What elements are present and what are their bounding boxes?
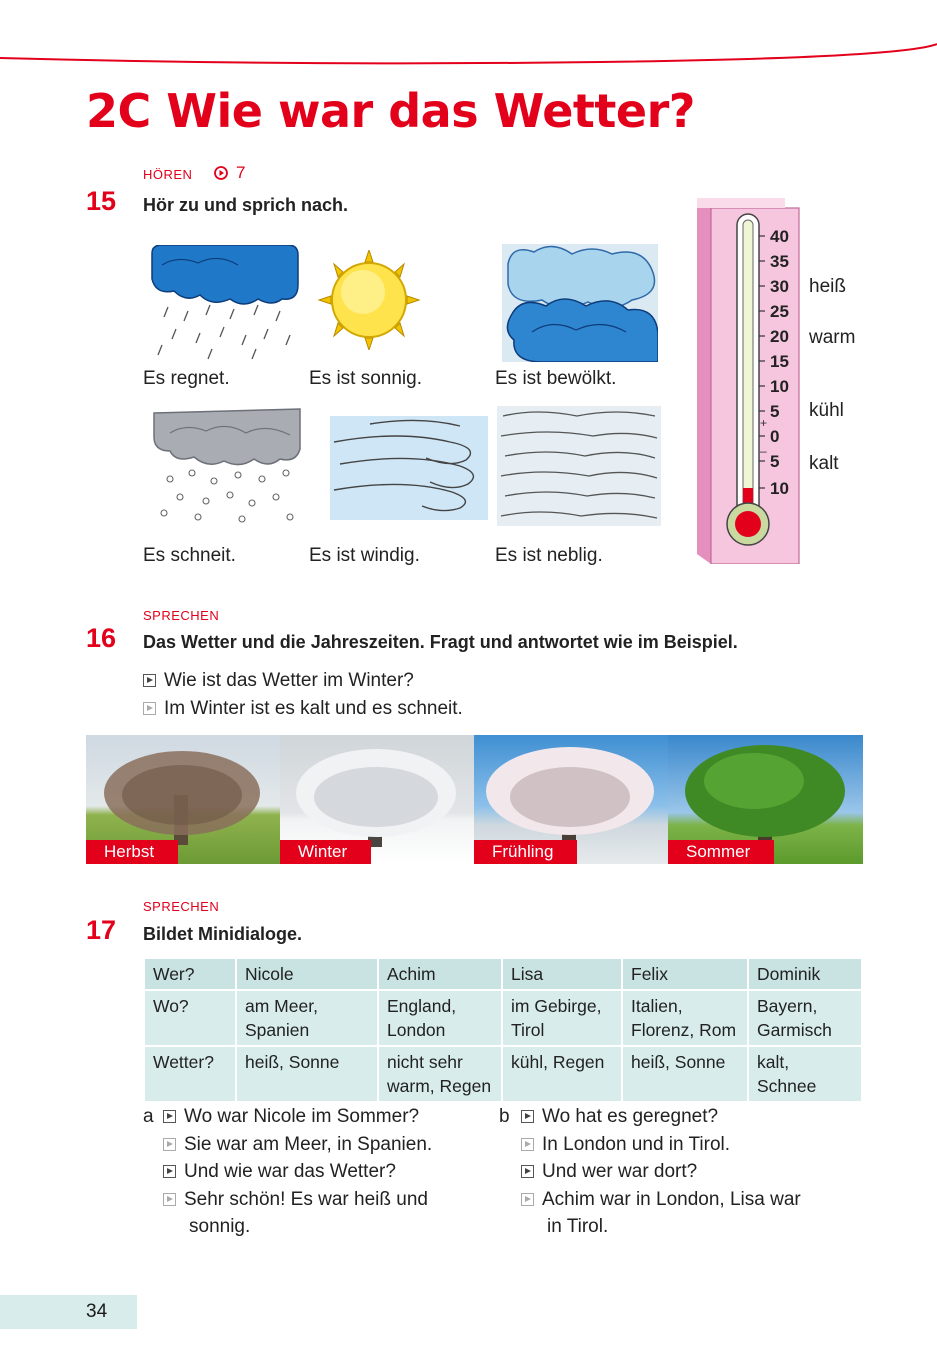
table-cell: Italien, Florenz, Rom (623, 991, 747, 1045)
page-number: 34 (0, 1295, 137, 1329)
scale-25: 25 (770, 302, 789, 321)
scale-15: 15 (770, 352, 789, 371)
caption-wind: Es ist windig. (309, 545, 420, 566)
audio-track-number: 7 (236, 163, 246, 182)
exercise-16-instruction: Das Wetter und die Jahreszeiten. Fragt und antwortet wie im Beispiel. (143, 632, 738, 652)
table-cell: kalt, Schnee (749, 1047, 861, 1101)
table-cell: Lisa (503, 959, 621, 989)
table-cell: im Gebirge, Tirol (503, 991, 621, 1045)
plus-sign: + (760, 416, 768, 430)
table-cell: heiß, Sonne (623, 1047, 747, 1101)
scale-minus-10: 10 (770, 479, 789, 498)
dialog-a-line-2: Sie war am Meer, in Spanien. (163, 1131, 432, 1159)
play-icon[interactable] (521, 1110, 534, 1123)
table-cell: Wetter? (145, 1047, 235, 1101)
rain-icon (148, 245, 300, 360)
example-answer: Im Winter ist es kalt und es schneit. (143, 695, 463, 723)
scale-minus-5: 5 (770, 452, 780, 471)
caption-snow: Es schneit. (143, 545, 236, 566)
minidialog-table (143, 957, 863, 1103)
season-label-herbst: Herbst (86, 840, 178, 864)
audio-play-icon[interactable] (214, 166, 228, 180)
play-icon[interactable] (163, 1193, 176, 1206)
dialog-b-line-4: Achim war in London, Lisa war (521, 1186, 801, 1214)
dialog-a-letter: a (143, 1106, 154, 1127)
label-kuehl: kühl (809, 400, 844, 421)
header-rule (0, 0, 937, 80)
exercise-17-instruction: Bildet Minidialoge. (143, 924, 303, 944)
dialog-b-line-5: in Tirol. (547, 1216, 609, 1237)
label-heiss: heiß (809, 276, 846, 297)
scale-0: 0 (770, 427, 780, 446)
exercise-number-16: 16 (86, 623, 117, 653)
season-photo-spring (474, 735, 669, 864)
table-cell: am Meer, Spanien (237, 991, 377, 1045)
table-cell: Achim (379, 959, 501, 989)
scale-30: 30 (770, 277, 789, 296)
table-cell: nicht sehr warm, Regen (379, 1047, 501, 1101)
table-cell: Wo? (145, 991, 235, 1045)
skill-label-hoeren: HÖREN (143, 167, 193, 182)
fog-icon (497, 406, 661, 526)
scale-5: 5 (770, 402, 780, 421)
table-cell: heiß, Sonne (237, 1047, 377, 1101)
play-icon[interactable] (521, 1165, 534, 1178)
scale-35: 35 (770, 252, 789, 271)
exercise-15-instruction: Hör zu und sprich nach. (143, 195, 349, 215)
season-label-sommer: Sommer (668, 840, 774, 864)
table-cell: Wer? (145, 959, 235, 989)
season-label-winter: Winter (280, 840, 371, 864)
season-photo-autumn (86, 735, 281, 864)
wind-icon (330, 412, 488, 524)
minus-sign: – (760, 444, 767, 458)
table-row (145, 959, 861, 989)
dialog-a-line-5: sonnig. (189, 1216, 251, 1237)
table-row (145, 1047, 861, 1101)
play-icon[interactable] (163, 1165, 176, 1178)
scale-10: 10 (770, 377, 789, 396)
dialog-a-line-3: Und wie war das Wetter? (163, 1158, 396, 1186)
dialog-a-line-4: Sehr schön! Es war heiß und (163, 1186, 428, 1214)
skill-label-sprechen-17: SPRECHEN (143, 899, 220, 914)
play-icon[interactable] (143, 674, 156, 687)
page-title: 2C Wie war das Wetter? (86, 84, 695, 138)
table-cell: kühl, Regen (503, 1047, 621, 1101)
scale-20: 20 (770, 327, 789, 346)
skill-label-sprechen: SPRECHEN (143, 608, 220, 623)
caption-rain: Es regnet. (143, 368, 230, 389)
caption-sun: Es ist sonnig. (309, 368, 422, 389)
play-icon[interactable] (163, 1138, 176, 1151)
table-cell: Felix (623, 959, 747, 989)
dialog-a-line-1: Wo war Nicole im Sommer? (163, 1103, 419, 1131)
dialog-b-line-2: In London und in Tirol. (521, 1131, 730, 1159)
dialog-b-line-3: Und wer war dort? (521, 1158, 697, 1186)
table-cell: Nicole (237, 959, 377, 989)
label-kalt: kalt (809, 453, 839, 474)
label-warm: warm (809, 327, 856, 348)
caption-fog: Es ist neblig. (495, 545, 603, 566)
sun-icon (316, 250, 422, 350)
play-icon[interactable] (521, 1193, 534, 1206)
play-icon[interactable] (143, 702, 156, 715)
example-question: Wie ist das Wetter im Winter? (143, 667, 414, 695)
table-cell: England, London (379, 991, 501, 1045)
caption-cloudy: Es ist bewölkt. (495, 368, 617, 389)
season-photo-winter (280, 735, 475, 864)
table-row (145, 991, 861, 1045)
exercise-number-15: 15 (86, 186, 117, 216)
dialog-b-letter: b (499, 1106, 510, 1127)
exercise-number-17: 17 (86, 915, 117, 945)
season-photo-summer (668, 735, 863, 864)
table-cell: Bayern, Garmisch (749, 991, 861, 1045)
snow-icon (150, 407, 305, 525)
dialog-b-line-1: Wo hat es geregnet? (521, 1103, 718, 1131)
play-icon[interactable] (163, 1110, 176, 1123)
cloudy-icon (502, 244, 658, 362)
scale-40: 40 (770, 227, 789, 246)
table-cell: Dominik (749, 959, 861, 989)
season-label-fruehling: Frühling (474, 840, 577, 864)
play-icon[interactable] (521, 1138, 534, 1151)
